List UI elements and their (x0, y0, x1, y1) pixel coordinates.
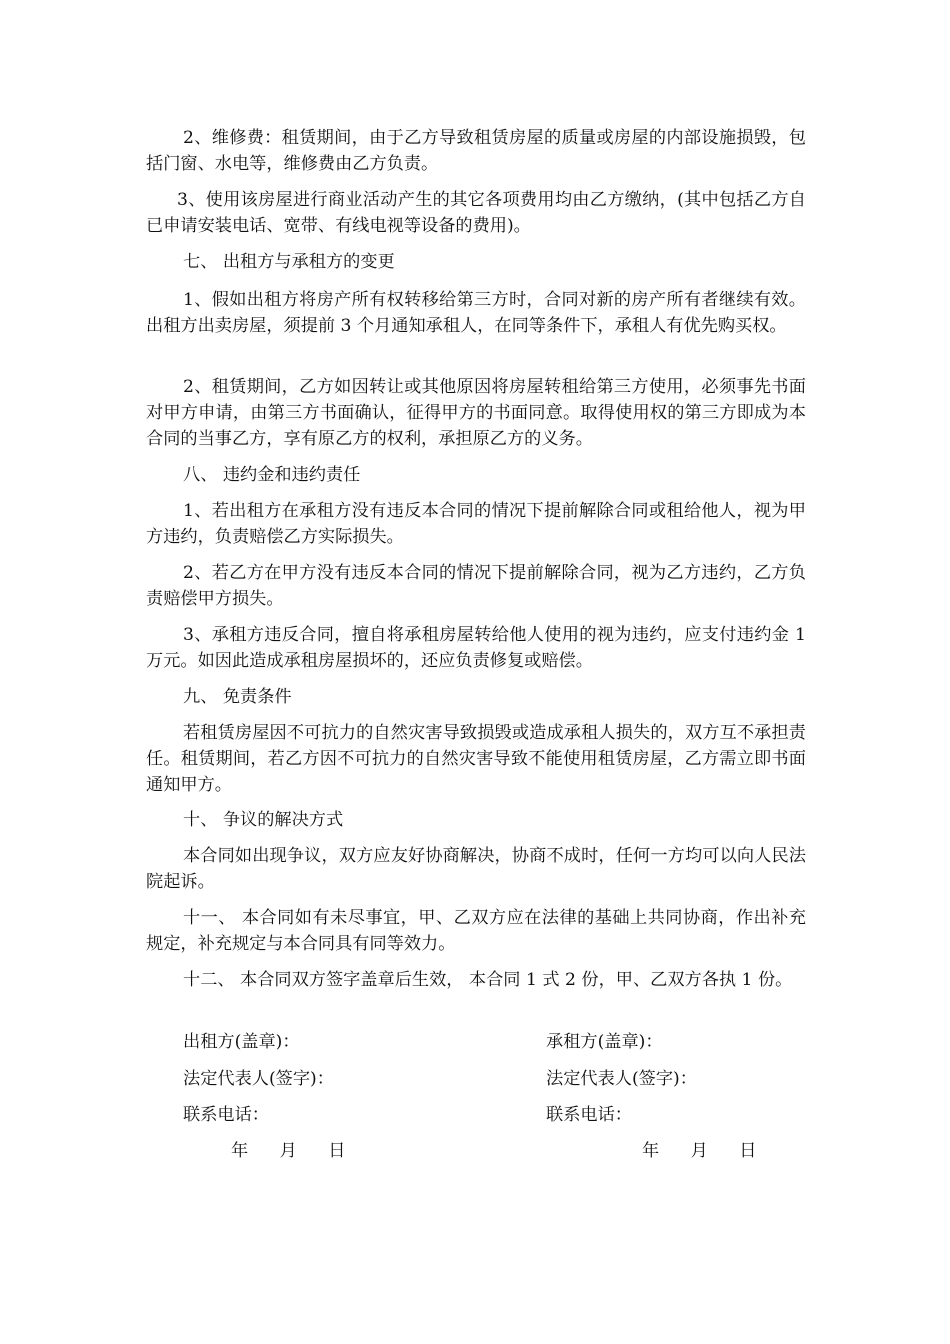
paragraph-supplement: 十一、 本合同如有未尽事宜，甲、乙双方应在法律的基础上共同协商，作出补充规定，补充规定与本合同具有同等效力。 (146, 908, 806, 954)
paragraph-lessee-breach: 2、若乙方在甲方没有违反本合同的情况下提前解除合同，视为乙方违约，乙方负责赔偿甲方损失。 (146, 563, 806, 609)
lessee-date-label: 年 月 日 (642, 1141, 757, 1161)
lessor-phone-label: 联系电话： (183, 1105, 269, 1125)
section-heading-9: 九、 免责条件 (183, 687, 292, 707)
paragraph-force-majeure: 若租赁房屋因不可抗力的自然灾害导致损毁或造成承租人损失的，双方互不承担责任。租赁期间，若乙方因不可抗力的自然灾害导致不能使用租赁房屋，乙方需立即书面通知甲方。 (146, 723, 806, 795)
lessor-date-label: 年 月 日 (231, 1141, 346, 1161)
paragraph-sublease: 2、租赁期间，乙方如因转让或其他原因将房屋转租给第三方使用，必须事先书面对甲方申请，由第三方书面确认，征得甲方的书面同意。取得使用权的第三方即成为本合同的当事乙方，享有原乙方的权利，承担原乙方的义务。 (146, 377, 806, 449)
lessee-phone-label: 联系电话： (546, 1105, 632, 1125)
section-heading-10: 十、 争议的解决方式 (183, 810, 344, 830)
paragraph-effective: 十二、 本合同双方签字盖章后生效， 本合同 1 式 2 份，甲、乙双方各执 1 份。 (183, 970, 793, 990)
paragraph-penalty: 3、承租方违反合同，擅自将承租房屋转给他人使用的视为违约，应支付违约金 1 万元。如因此造成承租房屋损坏的，还应负责修复或赔偿。 (146, 625, 806, 671)
lessor-seal-label: 出租方(盖章)： (183, 1032, 300, 1052)
paragraph-other-fees: 3、使用该房屋进行商业活动产生的其它各项费用均由乙方缴纳，(其中包括乙方自已申请安装电话、宽带、有线电视等设备的费用)。 (146, 190, 806, 236)
paragraph-dispute: 本合同如出现争议，双方应友好协商解决，协商不成时，任何一方均可以向人民法院起诉。 (146, 846, 806, 892)
paragraph-lessor-breach: 1、若出租方在承租方没有违反本合同的情况下提前解除合同或租给他人，视为甲方违约，负责赔偿乙方实际损失。 (146, 501, 806, 547)
section-heading-7: 七、 出租方与承租方的变更 (183, 252, 395, 272)
section-heading-8: 八、 违约金和违约责任 (183, 465, 361, 485)
lessee-rep-label: 法定代表人(签字)： (546, 1069, 697, 1089)
paragraph-maintenance-fee: 2、维修费：租赁期间，由于乙方导致租赁房屋的质量或房屋的内部设施损毁，包括门窗、水电等，维修费由乙方负责。 (146, 128, 806, 174)
paragraph-ownership-transfer: 1、假如出租方将房产所有权转移给第三方时，合同对新的房产所有者继续有效。出租方出卖房屋，须提前 3 个月通知承租人，在同等条件下，承租人有优先购买权。 (146, 290, 806, 336)
lessee-seal-label: 承租方(盖章)： (546, 1032, 663, 1052)
lessor-rep-label: 法定代表人(签字)： (183, 1069, 334, 1089)
